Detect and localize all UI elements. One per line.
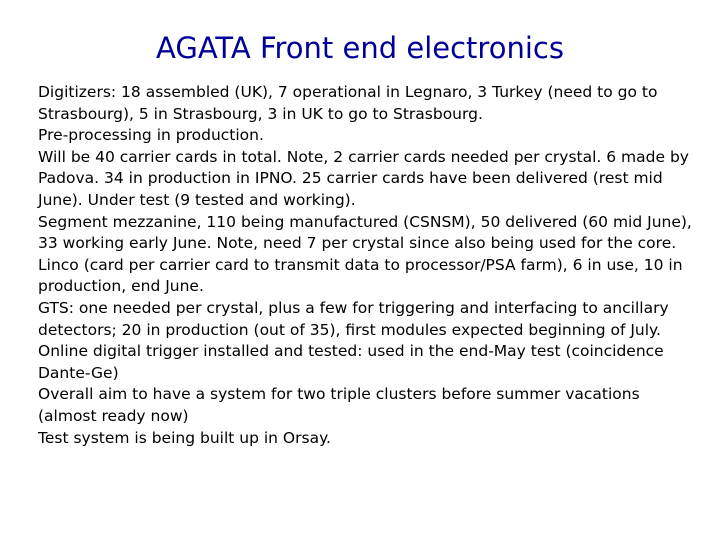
paragraph-segment-mezzanine: Segment mezzanine, 110 being manufactured (CSNSM), 50 delivered (60 mid June), 33 working early June. Note, need 7 per crystal since also being used for the core. xyxy=(38,212,692,253)
paragraph-linco: Linco (card per carrier card to transmit data to processor/PSA farm), 6 in use, 10 in production, end June. xyxy=(38,255,683,296)
paragraph-gts: GTS: one needed per crystal, plus a few for triggering and interfacing to ancillary detectors; 20 in production (out of 35), first modules expected beginning of July. xyxy=(38,298,669,339)
slide-body xyxy=(38,82,698,449)
paragraph-overall-aim: Overall aim to have a system for two triple clusters before summer vacations (almost ready now) xyxy=(38,385,640,425)
paragraph-pre-processing: Pre-processing in production. xyxy=(38,126,264,145)
paragraph-digitizers: Digitizers: 18 assembled (UK), 7 operational in Legnaro, 3 Turkey (need to go to Strasbourg), 5 in Strasbourg, 3 in UK to go to Strasbourg. xyxy=(38,83,658,123)
paragraph-carrier-cards: Will be 40 carrier cards in total. Note, 2 carrier cards needed per crystal. 6 made by Padova. 34 in production in IPNO. 25 carrier cards have been delivered (rest mid June). Under test (9 tested and working). xyxy=(38,147,689,209)
paragraph-online-trigger: Online digital trigger installed and tested: used in the end-May test (coincidence Dante-Ge) xyxy=(38,342,664,382)
paragraph-test-system: Test system is being built up in Orsay. xyxy=(38,428,331,447)
slide-title: AGATA Front end electronics xyxy=(156,31,564,65)
